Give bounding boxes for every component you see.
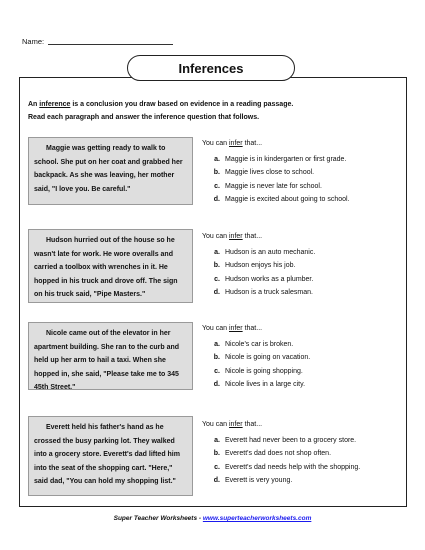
passage-box <box>28 416 193 496</box>
footer-link[interactable]: www.superteacherworksheets.com <box>202 515 312 522</box>
answer-option[interactable]: a. Everett had never been to a grocery store. <box>214 436 357 444</box>
footer <box>0 515 425 522</box>
answer-option[interactable]: b. Nicole is going on vacation. <box>213 354 311 361</box>
answer-option[interactable]: b. Everett's dad does not shop often. <box>213 450 332 457</box>
answer-option[interactable]: d. Nicole lives in a large city. <box>213 381 306 388</box>
answer-option[interactable]: d. Hudson is a truck salesman. <box>213 289 313 296</box>
name-blank-line[interactable] <box>48 44 173 45</box>
answer-option[interactable]: b. Maggie lives close to school. <box>213 169 315 176</box>
answer-choices <box>202 137 402 207</box>
question-prompt: You can infer that... <box>202 421 263 428</box>
answer-option[interactable]: a. Hudson is an auto mechanic. <box>214 248 316 256</box>
footer-brand: Super Teacher Worksheets <box>113 515 198 522</box>
passage-text: Everett held his father's hand as he crossed the busy parking lot. They walked into a grocery store. Everett's dad lifted him into the seat of the shopping cart. "Here," said dad, "You can hold my shopping list." <box>34 424 180 485</box>
question-prompt: You can infer that... <box>202 233 263 240</box>
intro-term: inference <box>39 101 71 108</box>
passage-box <box>28 322 193 390</box>
page-title: Inferences <box>127 55 295 81</box>
question-prompt: You can infer that... <box>202 325 263 332</box>
name-field[interactable] <box>22 37 173 46</box>
passage-text: Nicole came out of the elevator in her apartment building. She ran to the curb and held up her arm to hail a taxi. When she hopped in, she said, "Please take me to 345 45th Street." <box>34 330 180 391</box>
answer-option[interactable]: c. Everett's dad needs help with the shopping. <box>214 463 361 471</box>
answer-option[interactable]: c. Nicole is going shopping. <box>214 367 303 375</box>
passage-box <box>28 229 193 303</box>
footer-separator: - <box>197 515 203 522</box>
answer-option[interactable]: a. Maggie is in kindergarten or first grade. <box>214 155 347 163</box>
question-prompt: You can infer that... <box>202 140 263 147</box>
answer-option[interactable]: b. Hudson enjoys his job. <box>213 262 296 269</box>
passage-text: Hudson hurried out of the house so he wasn't late for work. He wore overalls and carried a toolbox with wrenches in it. He hopped in his truck and drove off. The sign on his truck said, "Pipe Masters." <box>34 237 178 298</box>
answer-option[interactable]: d. Maggie is excited about going to school. <box>213 196 350 203</box>
name-label: Name: <box>22 37 45 46</box>
answer-option[interactable]: d. Everett is very young. <box>213 477 293 484</box>
passage-box <box>28 137 193 205</box>
answer-choices <box>202 230 402 300</box>
intro-definition <box>28 98 398 111</box>
passage-text: Maggie was getting ready to walk to school. She put on her coat and grabbed her backpack. As she was leaving, her mother said, "I love you. Be careful." <box>34 145 183 193</box>
intro-suffix: is a conclusion you draw based on evidence in a reading passage. <box>70 101 294 108</box>
answer-choices <box>202 322 402 392</box>
answer-option[interactable]: a. Nicole's car is broken. <box>214 340 294 348</box>
answer-option[interactable]: c. Maggie is never late for school. <box>214 182 322 190</box>
answer-choices <box>202 418 402 488</box>
intro-instructions: Read each paragraph and answer the inference question that follows. <box>28 114 260 121</box>
intro-text <box>28 98 398 124</box>
intro-prefix: An <box>28 101 40 108</box>
answer-option[interactable]: c. Hudson works as a plumber. <box>214 275 314 283</box>
